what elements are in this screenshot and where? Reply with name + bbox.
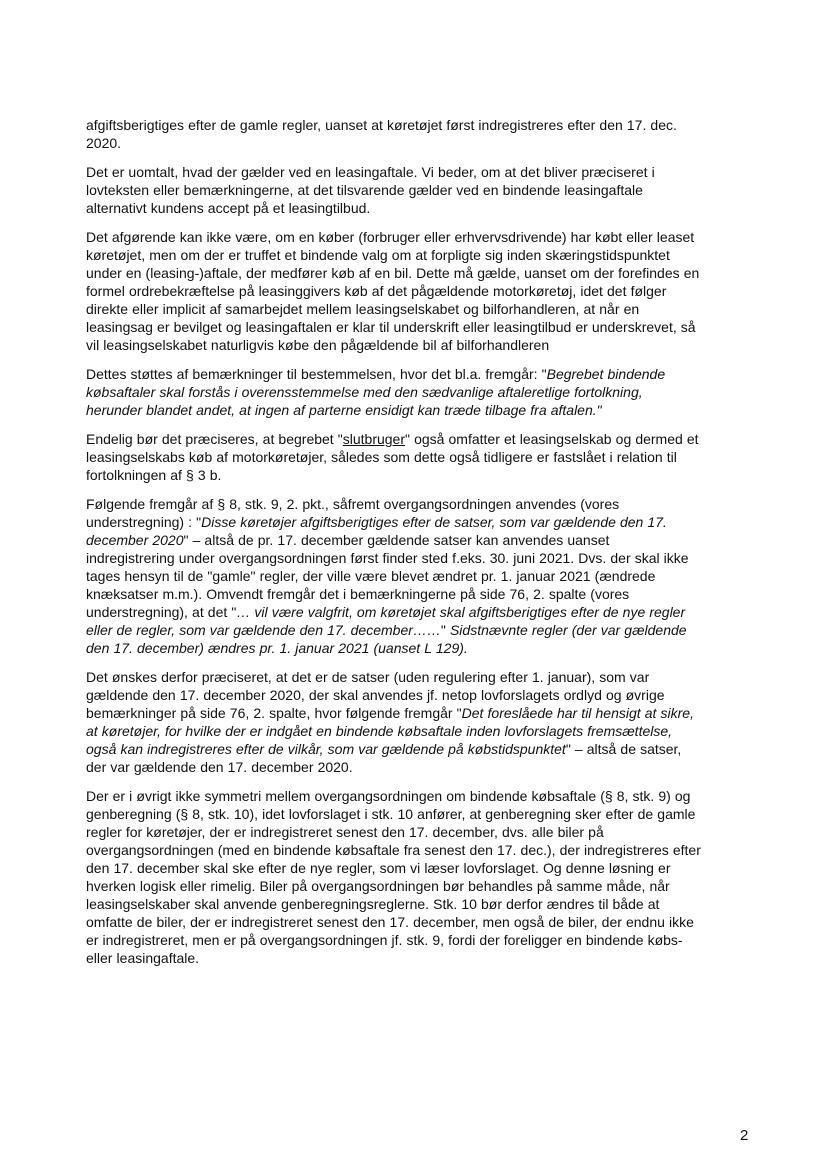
text-segment: Der er i øvrigt ikke symmetri mellem overgangsordningen om bindende købsaftale (§ 8, stk. 9) og (86, 788, 691, 804)
text-segment: køretøjet, men om der er truffet et bindende valg om at forpligte sig inden skæringstidspunktet (86, 247, 670, 263)
text-segment: omfatte de biler, der er indregistreret senest den 17. december, men også de biler, der endnu ikke (86, 914, 694, 930)
text-segment: den 17. december skal ske efter de nye regler, som vi læser lovforslaget. Og denne løsning er (86, 860, 671, 876)
italic-quote-text: købsaftaler skal forstås i overensstemmelse med den sædvanlige aftaleretlige fortolkning, (86, 384, 643, 400)
text-segment: regler for køretøjer, der er indregistreret senest den 17. december, dvs. alle biler på (86, 824, 604, 840)
text-line (86, 181, 758, 199)
paragraph (86, 787, 758, 967)
text-segment: understregning), at det " (86, 604, 237, 620)
text-segment: lovteksten eller bemærkningerne, at det tilsvarende gælder ved en bindende leasingaftale (86, 182, 643, 198)
text-line (86, 859, 758, 877)
italic-quote-text: Det foreslåede har til hensigt at sikre, (461, 705, 694, 721)
text-line (86, 430, 758, 448)
text-line (86, 805, 758, 823)
text-segment: Det er uomtalt, hvad der gælder ved en leasingaftale. Vi beder, om at det bliver præciseret i (86, 164, 655, 180)
text-line (86, 134, 758, 152)
text-line (86, 585, 758, 603)
text-segment: tages hensyn til de "gamle" regler, der ville være blevet ændret pr. 1. januar 2021 (ændrede (86, 568, 656, 584)
text-line (86, 895, 758, 913)
text-segment: under en (leasing-)aftale, der medfører køb af en bil. Dette må gælde, uanset om der forefindes en (86, 265, 700, 281)
text-line (86, 466, 758, 484)
text-segment: hverken logisk eller rimelig. Biler på overgangsordningen bør behandles på samme måde, når (86, 878, 670, 894)
text-line (86, 282, 758, 300)
text-line (86, 116, 758, 134)
text-segment: afgiftsberigtiges efter de gamle regler, uanset at køretøjet først indregistreres efter den 17. dec. (86, 117, 677, 133)
italic-quote-text: Disse køretøjer afgiftsberigtiges efter de satser, som var gældende den 17. (201, 514, 667, 530)
paragraph (86, 116, 758, 152)
paragraph (86, 430, 758, 484)
text-line (86, 603, 758, 621)
text-segment: leasingselskabs køb af motorkøretøjer, således som dette også tidligere er fastslået i relation til (86, 449, 677, 465)
text-segment: " – altså de pr. 17. december gældende satser kan anvendes uanset (183, 532, 610, 548)
paragraph (86, 228, 758, 354)
text-segment: er indregistreret, men er på overgangsordningen jf. stk. 9, fordi der foreligger en bindende købs- (86, 932, 683, 948)
text-segment: knæksatser m.m.). Omvendt fremgår det i bemærkningerne på side 76, 2. spalte (vores (86, 586, 630, 602)
text-line (86, 513, 758, 531)
text-line (86, 365, 758, 383)
text-segment: Det ønskes derfor præciseret, at det er de satser (uden regulering efter 1. januar), som var (86, 669, 650, 685)
page-number: 2 (740, 1127, 749, 1144)
text-segment: eller leasingaftale. (86, 950, 200, 966)
italic-quote-text: at køretøjer, for hvilke der er indgået en bindende købsaftale inden lovforslagets fremsættelse, (86, 723, 673, 739)
text-segment: fortolkningen af § 3 b. (86, 467, 222, 483)
text-line (86, 931, 758, 949)
text-segment: " – altså de satser, (565, 741, 682, 757)
text-segment: Følgende fremgår af § 8, stk. 9, 2. pkt., såfremt overgangsordningen anvendes (vores (86, 496, 620, 512)
text-segment: Det afgørende kan ikke være, om en køber (forbruger eller erhvervsdrivende) har købt eller leaset (86, 229, 695, 245)
text-line (86, 300, 758, 318)
text-segment: formel ordrebekræftelse på leasinggivers køb af det pågældende motorkøretøj, idet det følger (86, 283, 667, 299)
text-segment: overgangsordningen (med en bindende købsaftale fra senest den 17. dec.), der indregistreres efter (86, 842, 701, 858)
text-line (86, 740, 758, 758)
text-segment: understregning) : " (86, 514, 202, 530)
italic-quote-text: Sidstnævnte regler (der var gældende (449, 622, 687, 638)
text-segment: alternativt kundens accept på et leasingtilbud. (86, 200, 371, 216)
text-line (86, 877, 758, 895)
text-line (86, 668, 758, 686)
text-line (86, 621, 758, 639)
text-line (86, 228, 758, 246)
text-line (86, 949, 758, 967)
text-segment: bemærkninger på side 76, 2. spalte, hvor følgende fremgår " (86, 705, 462, 721)
text-segment: " også omfatter et leasingselskab og dermed et (405, 431, 699, 447)
underlined-term: slutbruger (342, 431, 406, 447)
text-line (86, 495, 758, 513)
text-line (86, 841, 758, 859)
italic-quote-text: december 2020 (86, 532, 184, 548)
text-segment: vil leasingselskabet naturligvis købe den pågældende bil af bilforhandleren (86, 337, 550, 353)
text-segment: 2020. (86, 135, 122, 151)
paragraph (86, 365, 758, 419)
text-line (86, 686, 758, 704)
text-line (86, 163, 758, 181)
text-line (86, 722, 758, 740)
text-segment: genberegning (§ 8, stk. 10), idet lovforslaget i stk. 10 anfører, at genberegning sker efter de gamle (86, 806, 696, 822)
text-segment: gældende den 17. december 2020, der skal anvendes jf. netop lovforslagets ordlyd og øvrige (86, 687, 665, 703)
text-line (86, 199, 758, 217)
text-segment: Endelig bør det præciseres, at begrebet " (86, 431, 343, 447)
text-line (86, 383, 758, 401)
text-line (86, 246, 758, 264)
text-line (86, 549, 758, 567)
text-line (86, 448, 758, 466)
text-line (86, 401, 758, 419)
text-line (86, 531, 758, 549)
document-body (86, 116, 758, 978)
text-segment: leasingselskaber skal anvende genberegningsreglerne. Stk. 10 bør derfor ændres til både at (86, 896, 660, 912)
italic-quote-text: eller de regler, som var gældende den 17. december…… (86, 622, 441, 638)
paragraph (86, 495, 758, 657)
text-line (86, 639, 758, 657)
italic-quote-text: … vil være valgfrit, om køretøjet skal afgiftsberigtiges efter de nye regler (236, 604, 686, 620)
text-segment: leasingsag er bevilget og leasingaftalen er klar til underskrift eller leasingtilbud er underskrevet, så (86, 319, 696, 335)
text-line (86, 787, 758, 805)
text-segment: der var gældende den 17. december 2020. (86, 759, 353, 775)
text-segment: " (440, 622, 450, 638)
text-line (86, 913, 758, 931)
text-line (86, 758, 758, 776)
italic-quote-text: herunder blandet andet, at ingen af parterne ensidigt kan træde tilbage fra aftalen." (86, 402, 602, 418)
text-line (86, 704, 758, 722)
text-line (86, 264, 758, 282)
text-segment: direkte eller implicit af samarbejdet mellem leasingselskabet og bilforhandleren, at når en (86, 301, 640, 317)
italic-quote-text: også kan indregistreres efter de vilkår, som var gældende på købstidspunktet (86, 741, 566, 757)
text-line (86, 318, 758, 336)
text-segment: Dettes støttes af bemærkninger til bestemmelsen, hvor det bl.a. fremgår: " (86, 366, 547, 382)
italic-quote-text: Begrebet bindende (546, 366, 666, 382)
text-line (86, 823, 758, 841)
text-segment: indregistrering under overgangsordningen først finder sted f.eks. 30. juni 2021. Dvs. der skal ikke (86, 550, 689, 566)
text-line (86, 336, 758, 354)
paragraph (86, 668, 758, 776)
italic-quote-text: den 17. december) ændres pr. 1. januar 2021 (uanset L 129). (86, 640, 468, 656)
paragraph (86, 163, 758, 217)
text-line (86, 567, 758, 585)
